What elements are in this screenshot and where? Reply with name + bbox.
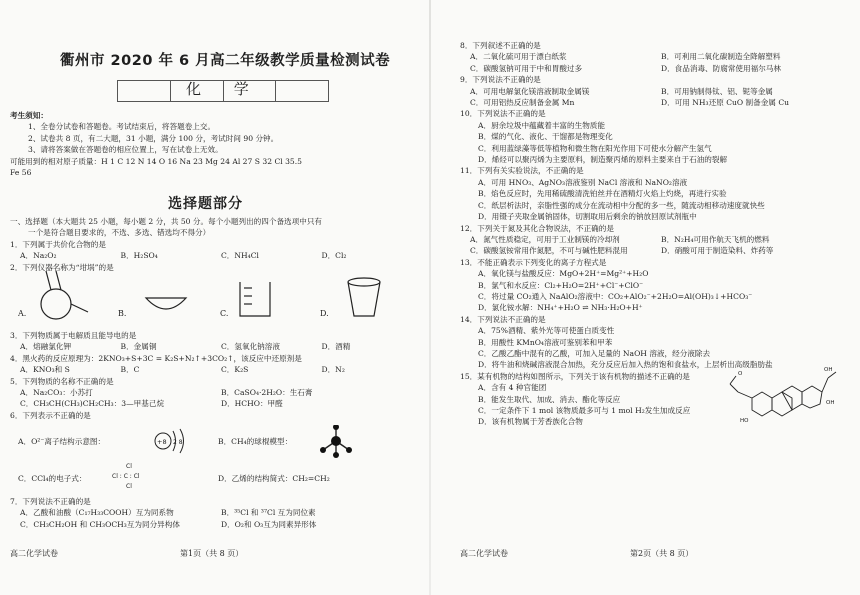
question-stem: 14．下列说法不正确的是 (460, 314, 546, 324)
option-b: B．用酸性 KMnO₄溶液可鉴别苯和甲苯 (478, 337, 613, 347)
option-c: C．CH₃CH₂OH 和 CH₃OCH₃互为同分异构体 (20, 519, 180, 529)
svg-text:Cl : C : Cl: Cl : C : Cl (112, 473, 140, 480)
notice-heading: 考生须知： (10, 111, 48, 120)
ion-shells-label: 2 8 (173, 439, 183, 446)
option-c: C．纸层析法时，亲脂性强的成分在流动相中分配的多一些，随流动相移动速度就快些 (478, 200, 765, 210)
round-flask-icon (41, 289, 71, 319)
svg-text:OH: OH (826, 400, 835, 407)
option-b: B．可用钠制得钛、铝、铌等金属 (661, 86, 773, 96)
question-stem: 7．下列说法不正确的是 (10, 497, 91, 506)
section-intro: 一、选择题（本大题共 25 小题，每小题 2 分，共 50 分。每个小题列出的四个备选项中只有 (10, 217, 323, 226)
option-c: C．利用蓝绿藻等低等植物和微生物在阳光作用下可使水分解产生氢气 (478, 143, 712, 153)
option-a: A．Na₂CO₃：小苏打 (20, 388, 93, 398)
q6-figures (18, 425, 418, 491)
option-row (10, 398, 422, 409)
option-d: D．用镊子夹取金属钠固体，切割取用后剩余的钠放回原试剂瓶中 (478, 212, 697, 222)
atomic-mass-line: 可能用到的相对原子质量：H 1 C 12 N 14 O 16 Na 23 Mg 24 Al 27 S 32 Cl 35.5 (10, 156, 303, 166)
ccl4-electron-formula (112, 463, 140, 490)
apparatus-figures (18, 268, 418, 324)
option-b: B．CaSO₄·2H₂O：生石膏 (221, 388, 313, 398)
option-row (10, 341, 422, 352)
option-d: D．HCHO：甲醛 (221, 399, 283, 409)
subject-title: 化 学 (186, 80, 263, 98)
question-stem: 2．下列仪器名称为“坩埚”的是 (10, 262, 114, 272)
option-row (10, 519, 422, 530)
option-b: B．金属铜 (120, 342, 157, 352)
option-d: D．烯烃可以聚丙烯为主要原料，制造聚丙烯的原料主要来自于石油的裂解 (478, 155, 728, 165)
figure-label-b: B. (118, 309, 127, 318)
question-7 (10, 496, 422, 530)
svg-text:HO: HO (740, 418, 749, 425)
exam-title: 衢州市 2020 年 6 月高二年级教学质量检测试卷 (60, 53, 391, 69)
crucible-icon (348, 278, 380, 286)
option-a: A．氮气性质稳定，可用于工业制镁的冷却剂 (470, 234, 620, 244)
option-c: C．NH₄Cl (221, 251, 259, 261)
option-row (460, 245, 852, 256)
option-row (460, 86, 852, 97)
question-stem: 1．下列属于共价化合物的是 (10, 239, 106, 249)
option-b: B．³⁵Cl 和 ³⁷Cl 互为同位素 (221, 508, 316, 518)
option-a: A．厨余垃圾中蕴藏着丰富的生物质能 (478, 120, 605, 130)
option-d: D．可用 NH₃还原 CuO 制备金属 Cu (661, 98, 790, 108)
atomic-mass-line: Fe 56 (10, 168, 32, 178)
option-a: A．氧化镁与盐酸反应：MgO+2H⁺=Mg²⁺+H₂O (478, 269, 649, 279)
option-d: D．N₂ (321, 365, 345, 375)
option-b: B．C (120, 365, 140, 375)
notice-item: 3、请将答案做在答题卷的相应位置上，写在试卷上无效。 (28, 145, 223, 155)
option-d: D．该有机物属于芳香族化合物 (478, 417, 583, 427)
option-c: C．可用铝热反应制备金属 Mn (470, 98, 575, 108)
option-row (460, 97, 852, 108)
question-stem: 9．下列说法不正确的是 (460, 75, 541, 85)
option-b: B．焰色反应时，先用稀硫酸清洗铂丝并在酒精灯火焰上灼烧，再进行实验 (478, 189, 727, 199)
option-c: C．乙酸乙酯中混有的乙酸，可加入足量的 NaOH 溶液，经分液除去 (478, 348, 711, 358)
question-stem: 6．下列表示不正确的是 (10, 410, 91, 420)
option-c: C．将过量 CO₂通入 NaAlO₂溶液中：CO₂+AlO₂⁻+2H₂O=Al(OH)₃↓+HCO₃⁻ (478, 291, 753, 301)
section-intro: 一个是符合题目要求的，不选、多选、错选均不得分） (28, 228, 211, 238)
svg-text:O: O (738, 371, 743, 378)
footer-page-number: 第1页（共 8 页） (180, 549, 244, 558)
option-row (460, 234, 852, 245)
option-b: B．煤的气化、液化、干馏都是物理变化 (478, 132, 613, 142)
option-c: C．一定条件下 1 mol 该物质最多可与 1 mol H₂发生加成反应 (478, 406, 691, 415)
notice-item: 2、试卷共 8 页，有二大题，31 小题，满分 100 分，考试时间 90 分钟。 (28, 133, 279, 143)
figure-label-d: D. (320, 309, 329, 318)
option-row (10, 364, 422, 375)
q6-option-c: C．CCl₄的电子式： (18, 474, 87, 483)
option-row (460, 63, 852, 74)
svg-text:Cl: Cl (126, 463, 132, 470)
footer-page-number: 第2页（共 8 页） (630, 549, 694, 558)
svg-text:OH: OH (824, 367, 833, 374)
figure-label-a: A. (18, 309, 27, 318)
beaker-icon (240, 282, 270, 316)
option-a: A．KNO₃和 S (20, 365, 70, 375)
footer-left: 高二化学试卷 (10, 549, 58, 558)
questions-1-2 (10, 216, 422, 273)
option-b: B．可利用二氧化碳制造全降解塑料 (661, 52, 781, 62)
question-stem: 4．黑火药的反应原理为：2KNO₃+S+3C = K₂S+N₂↑+3CO₂↑，该反应中还原剂是 (10, 353, 302, 363)
option-d: D．Cl₂ (321, 251, 347, 261)
question-stem: 8．下列叙述不正确的是 (460, 41, 541, 50)
option-d: D．O₂和 O₃互为同素异形体 (221, 519, 317, 529)
option-a: A．熔融氯化钾 (20, 342, 72, 352)
questions-3-6 (10, 330, 422, 421)
option-row (10, 250, 422, 261)
evaporating-dish-icon (146, 298, 186, 309)
q6-option-a: A．O²⁻离子结构示意图： (18, 437, 106, 446)
option-c: C．碳酸氢钠可用于中和胃酸过多 (470, 63, 583, 73)
notice-block (10, 110, 422, 178)
option-b: B．能发生取代、加成、消去、酯化等反应 (478, 394, 621, 404)
question-stem: 13．不能正确表示下列变化的离子方程式是 (460, 257, 607, 267)
question-stem: 10．下列说法不正确的是 (460, 109, 546, 119)
question-stem: 5．下列物质的名称不正确的是 (10, 376, 114, 386)
option-d: D．食品消毒、防腐常使用福尔马林 (661, 63, 781, 73)
footer-left: 高二化学试卷 (460, 549, 508, 558)
notice-item: 1、全卷分试卷和答题卷。考试结束后，将答题卷上交。 (28, 122, 216, 132)
option-a: A．乙酸和油酸（C₁₇H₃₃COOH）互为同系物 (20, 508, 174, 518)
option-c: C．CH₃CH(CH₃)CH₂CH₃：3—甲基己烷 (20, 399, 165, 409)
svg-text:Cl: Cl (126, 483, 132, 490)
option-row (10, 387, 422, 398)
option-b: B．N₂H₄可用作航天飞机的燃料 (661, 234, 770, 244)
question-stem: 11．下列有关实验说法，不正确的是 (460, 166, 584, 176)
q6-option-b: B．CH₄的球棍模型： (218, 437, 293, 446)
option-a: A．含有 4 种官能团 (478, 383, 547, 393)
section-title: 选择题部分 (168, 196, 243, 212)
question-stem: 15．某有机物的结构如图所示，下列关于该有机物的描述不正确的是 (460, 371, 690, 381)
option-a: A．可用电解氯化镁溶液制取金属镁 (470, 86, 590, 96)
option-c: C．氢氧化钠溶液 (221, 342, 280, 352)
question-stem: 12．下列关于氮及其化合物说法，不正确的是 (460, 223, 614, 233)
option-d: D．硝酸可用于制造染料、炸药等 (661, 246, 774, 256)
option-d: D．氯化铵水解：NH₄⁺+H₂O ⇌ NH₃·H₂O+H⁺ (478, 303, 643, 313)
option-b: B．H₂SO₄ (120, 251, 158, 261)
option-a: A．可用 HNO₃、AgNO₃溶液鉴别 NaCl 溶液和 NaNO₂溶液 (478, 177, 688, 187)
option-c: C．K₂S (221, 365, 249, 375)
option-a: A．二氧化硫可用于漂白纸浆 (470, 52, 567, 62)
organic-structure-icon (724, 362, 844, 424)
apparatus-svg (18, 268, 418, 324)
question-stem: 3．下列物质属于电解质且能导电的是 (10, 331, 137, 340)
option-d: D．酒精 (321, 342, 351, 352)
option-c: C．碳酸氢铵常用作氮肥，不可与碱性肥料混用 (470, 246, 628, 256)
option-a: A．Na₂O₂ (20, 251, 57, 261)
page-2 (430, 0, 860, 595)
q6-option-d: D．乙烯的结构简式：CH₂=CH₂ (218, 474, 330, 483)
option-row (460, 51, 852, 62)
option-b: B．氯气和水反应：Cl₂+H₂O=2H⁺+Cl⁻+ClO⁻ (478, 280, 644, 290)
option-row (10, 507, 422, 518)
ion-core-label: +8 (157, 438, 167, 446)
option-a: A．75%酒精、紫外光等可使蛋白质变性 (478, 326, 615, 336)
option-d: D．将牛油和烧碱溶液混合加热，充分反应后加入热的饱和食盐水，上层析出高级脂肪盐 (478, 360, 773, 370)
figure-label-c: C. (220, 309, 229, 318)
